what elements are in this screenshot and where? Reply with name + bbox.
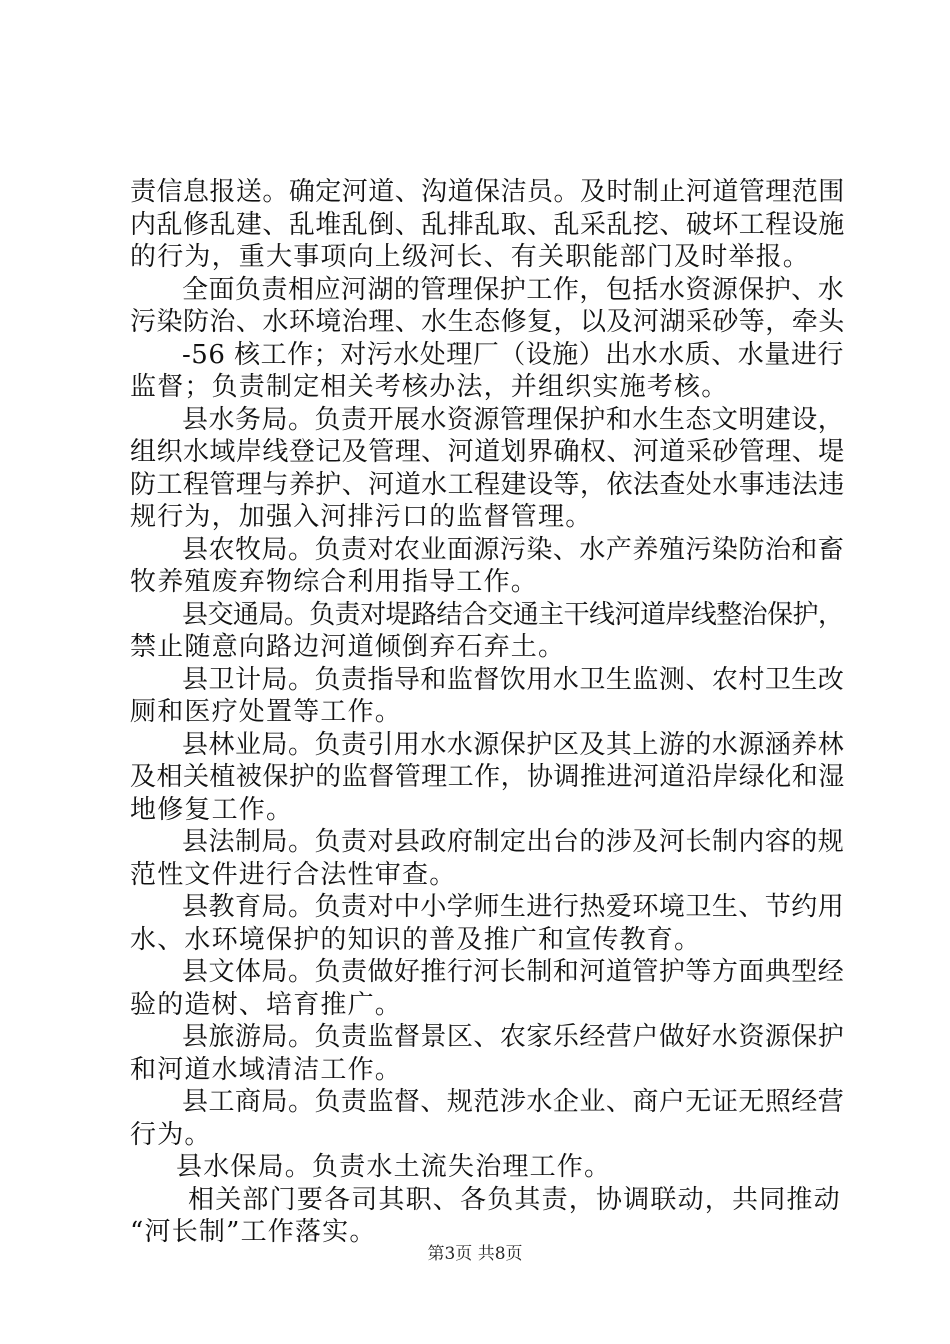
text-line: 牧养殖废弃物综合利用指导工作。 xyxy=(130,567,539,598)
text-line: 县林业局。负责引用水水源保护区及其上游的水源涵养林 xyxy=(182,729,845,760)
text-line: -56 核工作；对污水处理厂（设施）出水水质、水量进行 xyxy=(182,339,844,370)
text-line: 污染防治、水环境治理、水生态修复，以及河湖采砂等，牵头 xyxy=(130,307,845,338)
text-line: 的行为，重大事项向上级河长、有关职能部门及时举报。 xyxy=(130,242,811,272)
text-line: 县交通局。负责对堤路结合交通主干线河道岸线整治保护， xyxy=(182,599,844,630)
text-line: 县文体局。负责做好推行河长制和河道管护等方面典型经 xyxy=(182,957,845,988)
text-line: 全面负责相应河湖的管理保护工作，包括水资源保护、水 xyxy=(182,274,845,305)
text-line: 县旅游局。负责监督景区、农家乐经营户做好水资源保护 xyxy=(182,1022,845,1053)
text-line: 内乱修乱建、乱堆乱倒、乱排乱取、乱采乱挖、破坏工程设施 xyxy=(130,209,845,240)
text-line: 及相关植被保护的监督管理工作，协调推进河道沿岸绿化和湿 xyxy=(130,762,845,793)
text-line: 县水务局。负责开展水资源管理保护和水生态文明建设， xyxy=(182,404,845,435)
text-line: 县农牧局。负责对农业面源污染、水产养殖污染防治和畜 xyxy=(182,534,845,565)
text-line: 县教育局。负责对中小学师生进行热爱环境卫生、节约用 xyxy=(182,892,845,923)
text-line: “河长制”工作落实。 xyxy=(130,1217,377,1248)
text-line: 责信息报送。确定河道、沟道保洁员。及时制止河道管理范围 xyxy=(130,177,845,207)
text-line: 规行为，加强入河排污口的监督管理。 xyxy=(130,502,593,533)
text-line: 组织水域岸线登记及管理、河道划界确权、河道采砂管理、堤 xyxy=(130,437,845,468)
text-line: 和河道水域清洁工作。 xyxy=(130,1054,403,1085)
page-footer: 第3页 共8页 xyxy=(427,1244,523,1264)
text-line: 厕和医疗处置等工作。 xyxy=(130,697,403,728)
text-line: 相关部门要各司其职、各负其责，协调联动，共同推动 xyxy=(188,1184,841,1215)
text-line: 禁止随意向路边河道倾倒弃石弃土。 xyxy=(130,632,566,663)
text-line: 防工程管理与养护、河道水工程建设等，依法查处水事违法违 xyxy=(130,469,845,500)
text-line: 地修复工作。 xyxy=(130,794,294,825)
text-line: 县卫计局。负责指导和监督饮用水卫生监测、农村卫生改 xyxy=(182,664,845,695)
text-line: 水、水环境保护的知识的普及推广和宣传教育。 xyxy=(130,924,702,955)
text-line: 县法制局。负责对县政府制定出台的涉及河长制内容的规 xyxy=(182,827,845,858)
text-line: 验的造树、培育推广。 xyxy=(130,989,403,1020)
text-line: 行为。 xyxy=(130,1119,212,1150)
text-line: 范性文件进行合法性审查。 xyxy=(130,859,457,890)
text-line: 县水保局。负责水土流失治理工作。 xyxy=(176,1152,612,1183)
text-line: 监督；负责制定相关考核办法，并组织实施考核。 xyxy=(130,372,729,403)
text-line: 县工商局。负责监督、规范涉水企业、商户无证无照经营 xyxy=(182,1087,845,1118)
